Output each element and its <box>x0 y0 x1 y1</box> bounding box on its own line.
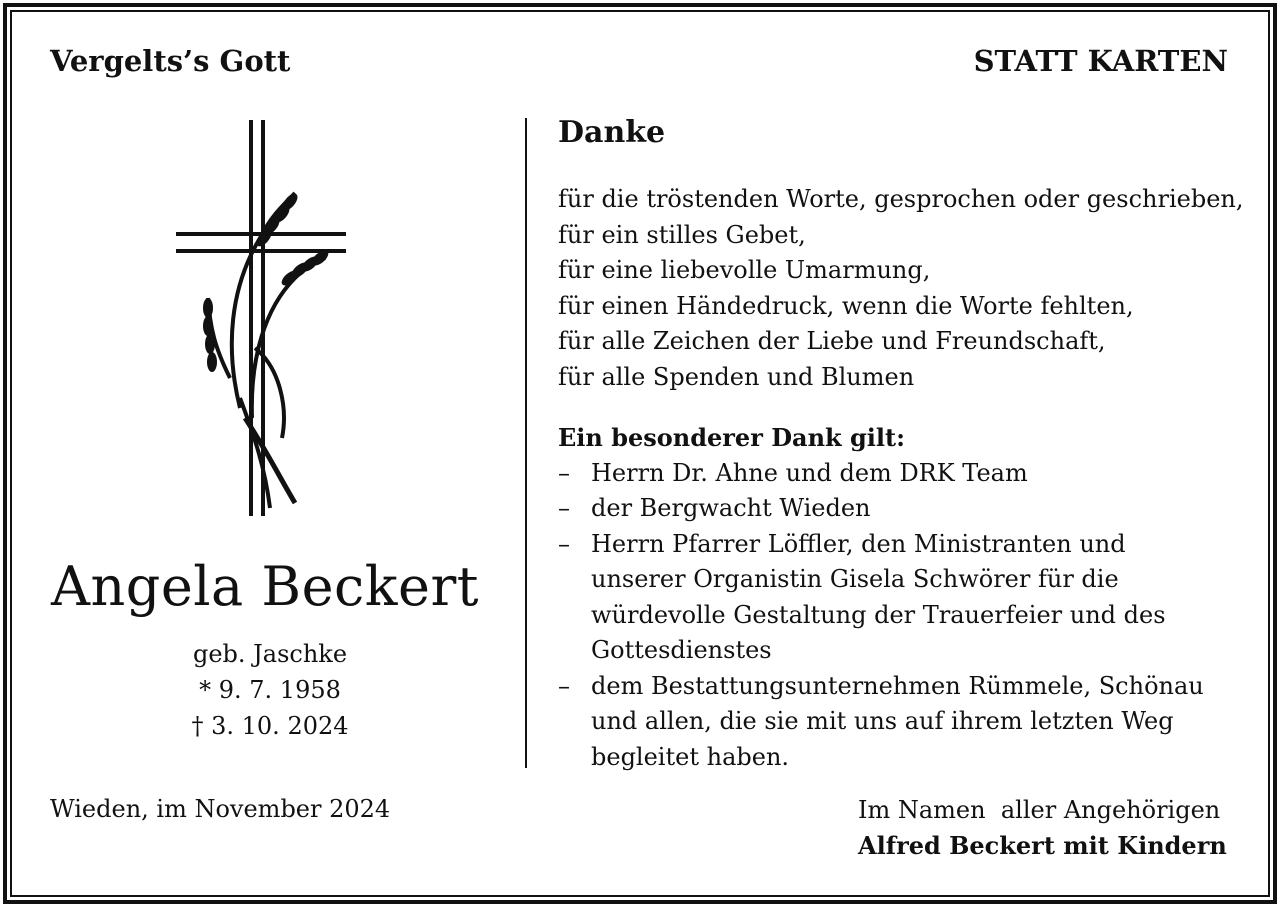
birth-date: * 9. 7. 1958 <box>199 676 341 704</box>
list-item-line: Gottesdienstes <box>591 636 772 664</box>
thanks-line: für alle Zeichen der Liebe und Freundschaft, <box>558 327 1106 355</box>
thanks-line: für alle Spenden und Blumen <box>558 362 915 391</box>
header-left: Vergelts’s Gott <box>50 44 291 78</box>
signature-line-1: Im Namen aller Angehörigen <box>858 796 1221 824</box>
deceased-name: Angela Beckert <box>50 555 479 618</box>
thanks-line: für eine liebevolle Umarmung, <box>558 256 931 284</box>
list-item <box>558 669 1258 705</box>
thanks-line: für die tröstenden Worte, gesprochen oder geschrieben, <box>558 185 1244 213</box>
special-thanks <box>558 420 1258 775</box>
maiden-name: geb. Jaschke <box>192 640 348 668</box>
death-date: † 3. 10. 2024 <box>191 712 349 740</box>
dash-marker: – <box>558 529 570 558</box>
list-item-line: begleitet haben. <box>591 742 790 771</box>
dash-marker: – <box>558 494 570 522</box>
dash-marker: – <box>558 458 570 487</box>
list-item <box>558 456 1258 492</box>
column-divider <box>525 118 527 768</box>
signature-line-2: Alfred Beckert mit Kindern <box>858 831 1227 860</box>
list-item-line: würdevolle Gestaltung der Trauerfeier und des <box>591 600 1166 629</box>
place-date: Wieden, im November 2024 <box>50 795 391 823</box>
cross-with-wheat-icon <box>170 118 355 518</box>
thanks-lines <box>558 182 1258 395</box>
list-item-line: dem Bestattungsunternehmen Rümmele, Schönau <box>591 671 1204 700</box>
list-item-line: unserer Organistin Gisela Schwörer für die <box>591 565 1119 593</box>
list-item-line: und allen, die sie mit uns auf ihrem letzten Weg <box>591 707 1174 735</box>
list-item-line: Herrn Dr. Ahne und dem DRK Team <box>591 458 1028 487</box>
header-right: STATT KARTEN <box>973 44 1228 78</box>
list-item <box>558 491 1258 527</box>
thanks-line: für ein stilles Gebet, <box>558 220 806 249</box>
list-item <box>558 527 1258 563</box>
thanks-heading: Danke <box>558 115 666 150</box>
list-item-line: der Bergwacht Wieden <box>591 494 871 522</box>
special-thanks-heading: Ein besonderer Dank gilt: <box>558 423 905 452</box>
list-item-line: Herrn Pfarrer Löffler, den Ministranten und <box>591 529 1126 558</box>
dash-marker: – <box>558 671 570 700</box>
thanks-line: für einen Händedruck, wenn die Worte fehlten, <box>558 291 1134 320</box>
